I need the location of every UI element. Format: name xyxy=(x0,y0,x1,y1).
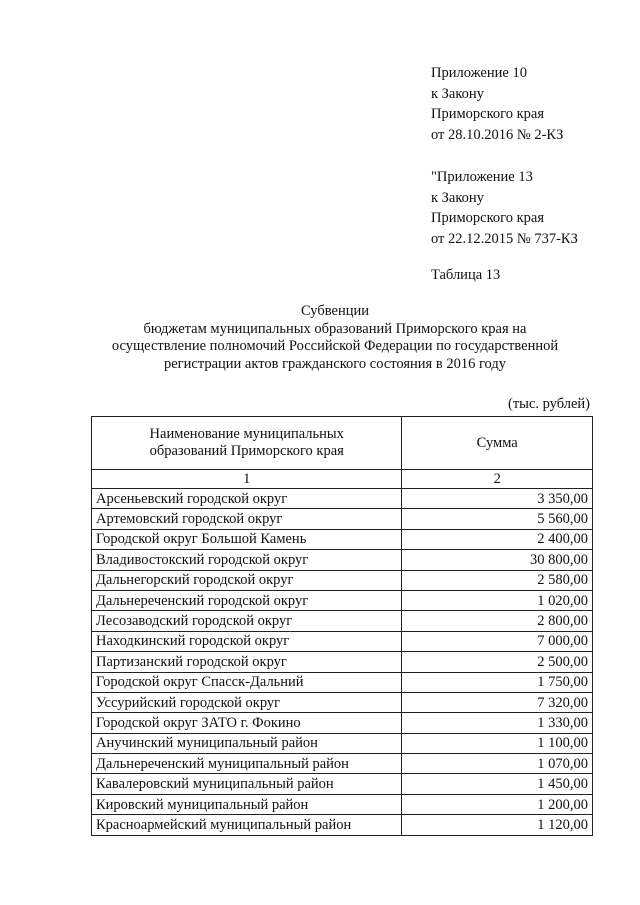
sum-cell: 2 400,00 xyxy=(402,529,593,549)
appendix-current-line: от 28.10.2016 № 2-КЗ xyxy=(431,126,564,143)
municipality-name-cell: Находкинский городской округ xyxy=(92,631,402,651)
municipality-name-cell: Городской округ ЗАТО г. Фокино xyxy=(92,713,402,733)
municipality-name-cell: Кировский муниципальный район xyxy=(92,794,402,814)
table-row xyxy=(92,529,593,549)
title-line: регистрации актов гражданского состояния в 2016 году xyxy=(164,355,506,372)
table-row xyxy=(92,590,593,610)
municipality-name-cell: Уссурийский городской округ xyxy=(92,692,402,712)
appendix-current-line: Приморского края xyxy=(431,106,545,122)
document-title xyxy=(80,303,590,373)
sum-cell: 1 120,00 xyxy=(402,815,593,835)
table-row xyxy=(92,672,593,692)
table-row xyxy=(92,692,593,712)
title-line: осуществление полномочий Российской Федерации по государственной xyxy=(111,338,559,354)
municipality-name-cell: Красноармейский муниципальный район xyxy=(92,815,402,835)
table-row xyxy=(92,774,593,794)
sum-cell: 2 500,00 xyxy=(402,652,593,672)
sum-cell: 2 800,00 xyxy=(402,611,593,631)
subventions-table xyxy=(91,416,593,836)
table-row xyxy=(92,570,593,590)
appendix-amended-line: к Закону xyxy=(431,189,484,206)
sum-cell: 1 200,00 xyxy=(402,794,593,814)
sum-cell: 3 350,00 xyxy=(402,489,593,509)
table-header-row xyxy=(92,417,593,470)
table-row xyxy=(92,754,593,774)
sum-cell: 1 020,00 xyxy=(402,590,593,610)
sum-cell: 2 580,00 xyxy=(402,570,593,590)
appendix-current-line: Приложение 10 xyxy=(431,65,527,81)
header-name-cell xyxy=(92,417,402,470)
sum-cell: 30 800,00 xyxy=(402,550,593,570)
appendix-amended-line: "Приложение 13 xyxy=(431,169,533,185)
column-number-2: 2 xyxy=(402,470,593,489)
municipality-name-cell: Кавалеровский муниципальный район xyxy=(92,774,402,794)
municipality-name-cell: Городской округ Большой Камень xyxy=(92,529,402,549)
appendix-amended-line: Приморского края xyxy=(431,210,545,226)
municipality-name-cell: Анучинский муниципальный район xyxy=(92,733,402,753)
sum-cell: 1 070,00 xyxy=(402,754,593,774)
municipality-name-cell: Городской округ Спасск-Дальний xyxy=(92,672,402,692)
header-sum-cell: Сумма xyxy=(402,417,593,470)
municipality-name-cell: Партизанский городской округ xyxy=(92,652,402,672)
table-row xyxy=(92,733,593,753)
municipality-name-cell: Дальнегорский городской округ xyxy=(92,570,402,590)
municipality-name-cell: Лесозаводский городской округ xyxy=(92,611,402,631)
table-row xyxy=(92,794,593,814)
column-number-1: 1 xyxy=(92,470,402,489)
sum-cell: 1 750,00 xyxy=(402,672,593,692)
municipality-name-cell: Дальнереченский городской округ xyxy=(92,590,402,610)
title-line: Субвенции xyxy=(301,303,369,319)
table-row xyxy=(92,713,593,733)
table-label: Таблица 13 xyxy=(431,267,501,283)
municipality-name-cell: Арсеньевский городской округ xyxy=(92,489,402,509)
sum-cell: 1 330,00 xyxy=(402,713,593,733)
sum-cell: 7 000,00 xyxy=(402,631,593,651)
table-row xyxy=(92,489,593,509)
spacer xyxy=(431,145,578,167)
municipality-name-cell: Артемовский городской округ xyxy=(92,509,402,529)
appendix-current-line: к Закону xyxy=(431,85,484,102)
table-body xyxy=(92,489,593,836)
column-number-row xyxy=(92,470,593,489)
sum-cell: 5 560,00 xyxy=(402,509,593,529)
sum-cell: 7 320,00 xyxy=(402,692,593,712)
municipality-name-cell: Владивостокский городской округ xyxy=(92,550,402,570)
appendix-amended-line: от 22.12.2015 № 737-КЗ xyxy=(431,230,578,247)
table-row xyxy=(92,652,593,672)
table-row xyxy=(92,611,593,631)
title-line: бюджетам муниципальных образований Приморского края на xyxy=(143,320,527,337)
table-row xyxy=(92,631,593,651)
appendix-current-block xyxy=(431,63,578,249)
table-row xyxy=(92,509,593,529)
header-name-text: Наименование муниципальных образований Приморского края xyxy=(149,426,344,459)
table-row xyxy=(92,815,593,835)
sum-cell: 1 100,00 xyxy=(402,733,593,753)
unit-label: (тыс. рублей) xyxy=(508,396,590,412)
sum-cell: 1 450,00 xyxy=(402,774,593,794)
table-row xyxy=(92,550,593,570)
municipality-name-cell: Дальнереченский муниципальный район xyxy=(92,754,402,774)
